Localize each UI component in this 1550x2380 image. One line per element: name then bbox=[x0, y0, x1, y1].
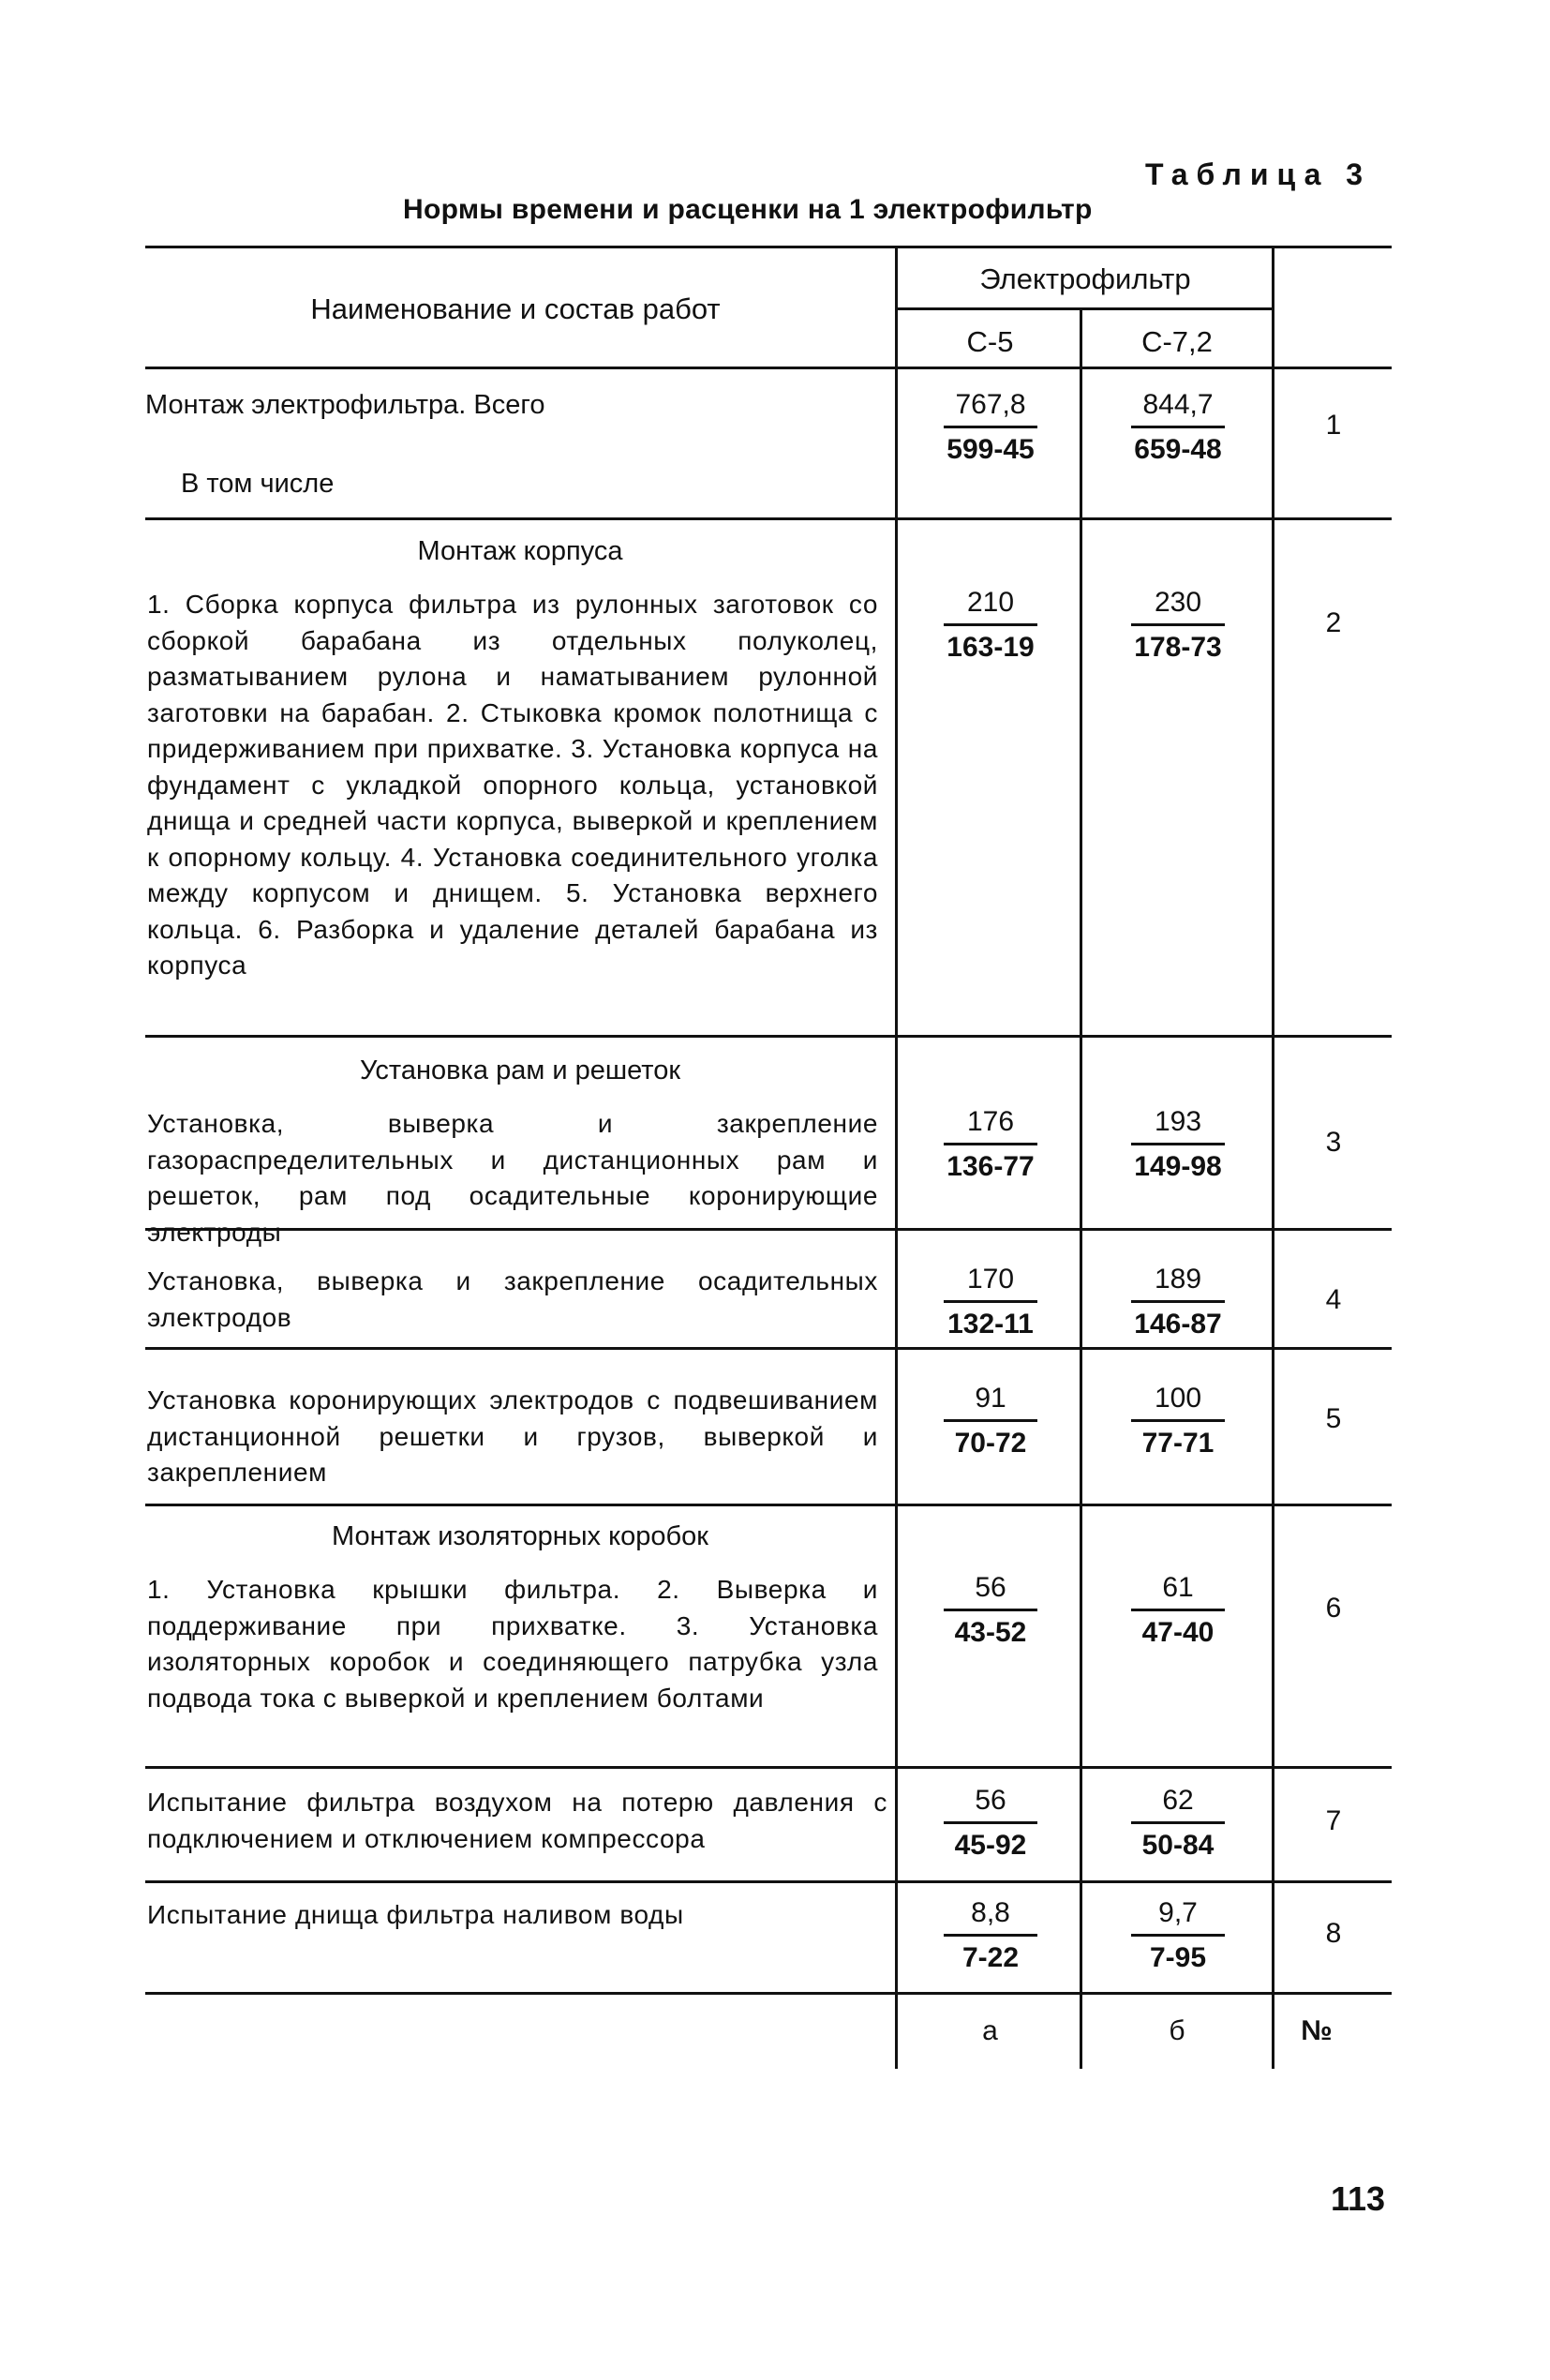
row-2-c72-hours: 230 bbox=[1154, 587, 1202, 618]
row-4-c72-hours: 189 bbox=[1154, 1264, 1202, 1295]
column-c72-header: С-7,2 bbox=[1141, 325, 1213, 358]
row-8-c5-value bbox=[934, 1895, 1047, 1976]
table-title: Нормы времени и расценки на 1 электрофильтр bbox=[403, 194, 1093, 225]
row-4-number: 4 bbox=[1325, 1284, 1342, 1315]
rule-row4 bbox=[145, 1347, 1392, 1350]
column-c5-header: С-5 bbox=[966, 325, 1014, 358]
row-8-c72-hours: 9,7 bbox=[1158, 1897, 1198, 1928]
row-2-c72-value bbox=[1122, 585, 1234, 666]
row-7-c72-hours: 62 bbox=[1162, 1785, 1194, 1816]
row-7-c5-hours: 56 bbox=[975, 1785, 1006, 1816]
row-6-c5-rate: 43-52 bbox=[954, 1617, 1027, 1648]
row-5-number: 5 bbox=[1325, 1403, 1342, 1434]
row-1-number: 1 bbox=[1325, 410, 1342, 441]
row-4-text: Установка, выверка и закрепление осадительных электродов bbox=[147, 1266, 878, 1332]
row-2-c5-rate: 163-19 bbox=[946, 632, 1035, 663]
row-2-c5-hours: 210 bbox=[966, 587, 1015, 618]
row-1-c72-value bbox=[1122, 387, 1234, 468]
row-1-c5-value bbox=[934, 387, 1047, 468]
row-1-c72-hours: 844,7 bbox=[1142, 389, 1214, 420]
row-6-text: 1. Установка крышки фильтра. 2. Выверка и поддерживание при прихватке. 3. Установка изоляторных коробок и соединяющего патрубка узла подвода тока с выверкой и креплением болтами bbox=[147, 1575, 878, 1713]
row-7-c72-rate: 50-84 bbox=[1141, 1830, 1215, 1861]
table-label: Таблица 3 bbox=[1145, 157, 1372, 191]
name-column-header: Наименование и состав работ bbox=[310, 292, 721, 325]
row-1-c5-hours: 767,8 bbox=[955, 389, 1026, 420]
electrofilter-group-header: Электрофильтр bbox=[979, 262, 1191, 295]
row-5-c72-value bbox=[1122, 1381, 1234, 1461]
row-4-c5-rate: 132-11 bbox=[947, 1309, 1034, 1340]
row-3-c5-hours: 176 bbox=[966, 1106, 1015, 1137]
row-3-number: 3 bbox=[1325, 1127, 1342, 1158]
rule-subheader bbox=[898, 307, 1273, 310]
row-6-section-title: Монтаж изоляторных коробок bbox=[332, 1521, 708, 1551]
rule-row8 bbox=[145, 1992, 1392, 1995]
row-2-number: 2 bbox=[1325, 607, 1342, 638]
row-8-c72-value bbox=[1122, 1895, 1234, 1976]
rule-row6 bbox=[145, 1766, 1392, 1769]
row-3-c5-rate: 136-77 bbox=[946, 1151, 1035, 1182]
row-7-number: 7 bbox=[1325, 1805, 1342, 1836]
row-5-c5-hours: 91 bbox=[975, 1383, 1006, 1414]
page-number: 113 bbox=[1331, 2179, 1386, 2218]
rule-col-b-left bbox=[1080, 307, 1082, 2069]
row-3-c72-value bbox=[1122, 1104, 1234, 1185]
rule-top bbox=[145, 246, 1392, 248]
row-1-c5-rate: 599-45 bbox=[946, 434, 1035, 465]
row-3-section-title: Установка рам и решеток bbox=[359, 1055, 681, 1085]
row-6-c72-rate: 47-40 bbox=[1141, 1617, 1215, 1648]
rule-col-no-left bbox=[1272, 246, 1274, 2069]
row-6-c5-value bbox=[934, 1570, 1047, 1651]
row-5-c72-rate: 77-71 bbox=[1141, 1428, 1215, 1459]
row-5-text: Установка коронирующих электродов с подвешиванием дистанционной решетки и грузов, выверкой и закреплением bbox=[147, 1385, 878, 1487]
row-5-c5-value bbox=[934, 1381, 1047, 1461]
row-6-c72-value bbox=[1122, 1570, 1234, 1651]
row-3-c72-rate: 149-98 bbox=[1134, 1151, 1222, 1182]
row-5-c72-hours: 100 bbox=[1154, 1383, 1202, 1414]
row-6-number: 6 bbox=[1325, 1593, 1342, 1624]
row-8-c72-rate: 7-95 bbox=[1149, 1942, 1207, 1973]
row-2-text: 1. Сборка корпуса фильтра из рулонных заготовок со сборкой барабана из отдельных полуколец, разматыванием рулона и наматыванием рулонной заготовки на барабан. 2. Стыковка кромок полотнища с придерживанием при прихватке. 3. Установка корпуса на фундамент с укладкой опорного кольца, установкой днища и средней части корпуса, выверкой и креплением к опорному кольцу. 4. Установка соединительного уголка между корпусом и днищем. 5. Установка верхнего кольца. 6. Разборка и удаление деталей барабана из корпуса bbox=[147, 590, 878, 980]
rule-row1 bbox=[145, 517, 1392, 520]
row-4-c5-value bbox=[934, 1262, 1047, 1342]
row-4-c72-rate: 146-87 bbox=[1134, 1309, 1222, 1340]
row-7-c5-rate: 45-92 bbox=[954, 1830, 1027, 1861]
footer-col-no: № bbox=[1301, 2015, 1333, 2046]
row-1-text: Монтаж электрофильтра. Всего bbox=[145, 390, 545, 420]
row-2-c72-rate: 178-73 bbox=[1134, 632, 1222, 663]
row-1-subtext: В том числе bbox=[181, 469, 335, 499]
row-7-text: Испытание фильтра воздухом на потерю давления с подключением и отключением компрессора bbox=[147, 1788, 887, 1853]
row-8-number: 8 bbox=[1325, 1918, 1342, 1949]
row-8-c5-hours: 8,8 bbox=[971, 1897, 1010, 1928]
row-3-c5-value bbox=[934, 1104, 1047, 1185]
rule-header-bottom bbox=[145, 367, 1392, 369]
row-6-c5-hours: 56 bbox=[975, 1572, 1006, 1603]
row-7-c72-value bbox=[1122, 1783, 1234, 1864]
row-1-c72-rate: 659-48 bbox=[1134, 434, 1222, 465]
row-5-c5-rate: 70-72 bbox=[954, 1428, 1027, 1459]
footer-col-b: б bbox=[1169, 2015, 1185, 2046]
row-8-text: Испытание днища фильтра наливом воды bbox=[147, 1900, 684, 1929]
row-4-c72-value bbox=[1122, 1262, 1234, 1342]
rule-row7 bbox=[145, 1880, 1392, 1883]
footer-col-a: а bbox=[982, 2015, 998, 2046]
rule-row5 bbox=[145, 1504, 1392, 1506]
rule-col-a-left bbox=[895, 246, 898, 2069]
row-3-c72-hours: 193 bbox=[1154, 1106, 1202, 1137]
row-4-c5-hours: 170 bbox=[966, 1264, 1015, 1295]
row-3-text: Установка, выверка и закрепление газораспределительных и дистанционных рам и решеток, рам под осадительные коронирующие электроды bbox=[147, 1109, 878, 1247]
row-8-c5-rate: 7-22 bbox=[961, 1942, 1020, 1973]
row-7-c5-value bbox=[934, 1783, 1047, 1864]
row-2-section-title: Монтаж корпуса bbox=[417, 536, 623, 566]
row-6-c72-hours: 61 bbox=[1162, 1572, 1194, 1603]
row-2-c5-value bbox=[934, 585, 1047, 666]
rule-row2 bbox=[145, 1035, 1392, 1038]
